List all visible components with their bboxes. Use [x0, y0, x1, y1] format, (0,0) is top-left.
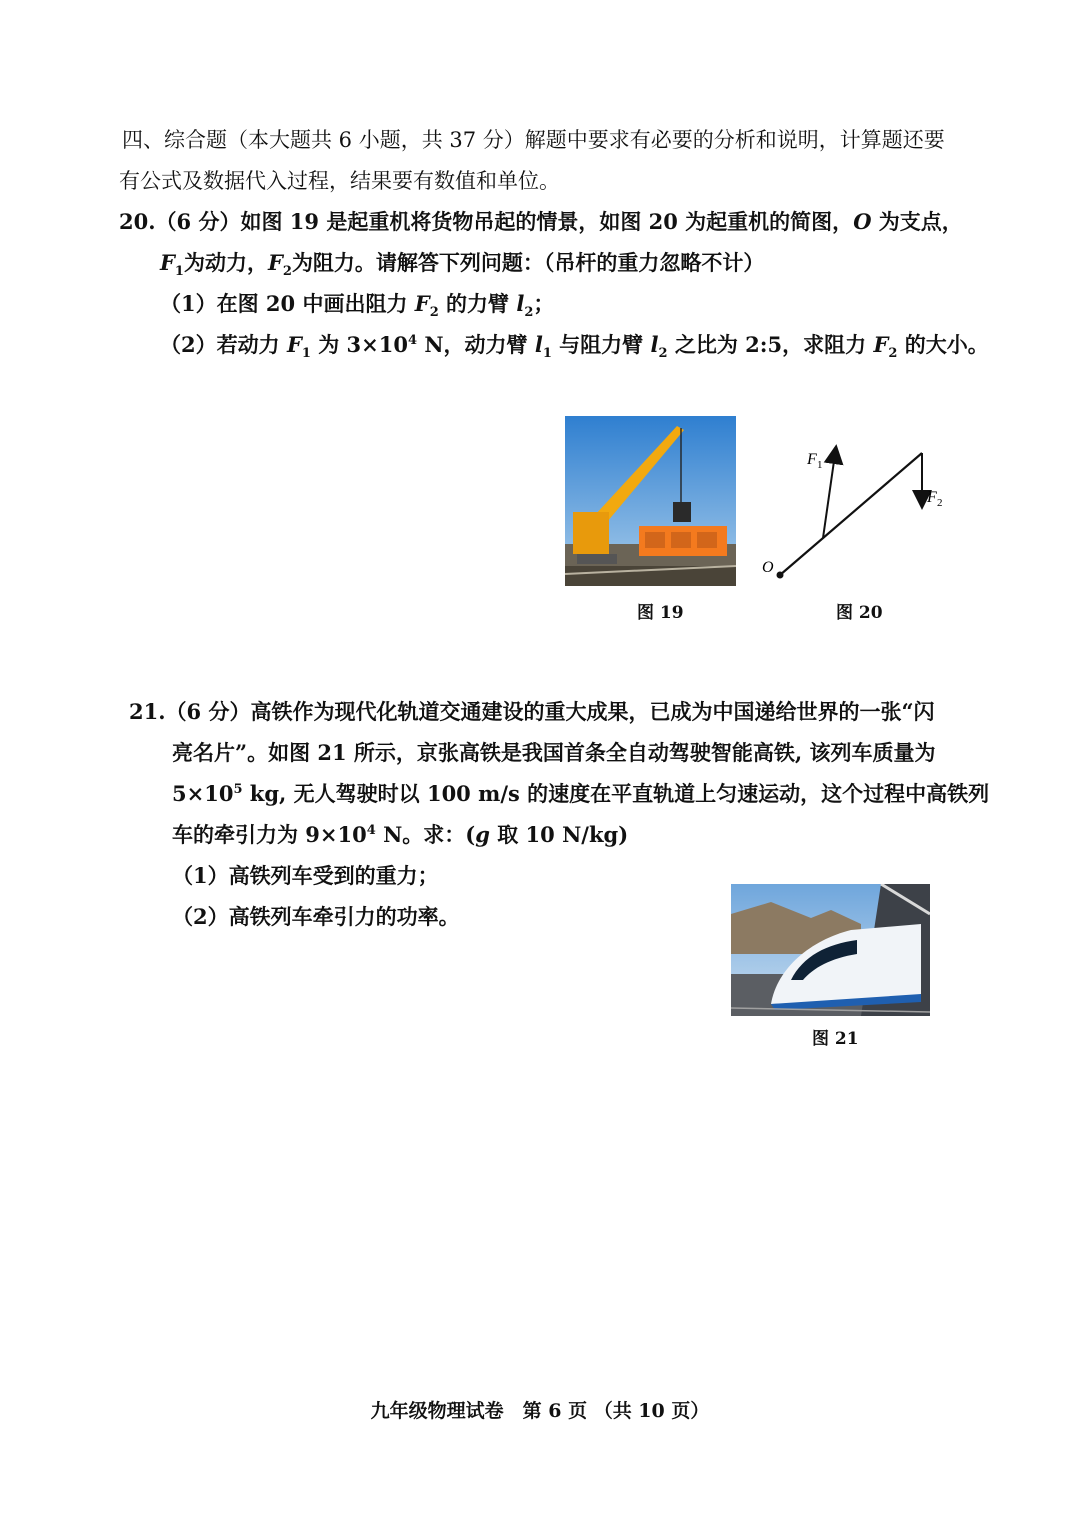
q20-text: ； [533, 291, 555, 316]
q20-text: N，动力臂 [417, 332, 535, 357]
exponent: 4 [366, 823, 376, 838]
q21-text: 车的牵引力为 9×10 [172, 822, 367, 847]
page-footer: 九年级物理试卷 第 6 页 （共 10 页） [370, 1400, 710, 1422]
train-photo [731, 884, 930, 1016]
pivot-label-O [762, 559, 774, 576]
arm-symbol: l [534, 332, 543, 357]
force-symbol: F [267, 250, 283, 275]
subscript: 2 [282, 264, 292, 280]
q21-number: 21. [129, 699, 166, 724]
svg-text:1: 1 [817, 459, 823, 471]
crane-photo [565, 416, 736, 586]
q21-line-1 [129, 698, 935, 726]
svg-text:O: O [762, 559, 774, 576]
arm-symbol: l [650, 332, 659, 357]
q20-text: 之比为 2:5，求阻力 [667, 332, 874, 357]
q20-score: （6 分） [155, 209, 241, 234]
svg-text:F: F [927, 489, 937, 506]
q21-part-2: （2）高铁列车牵引力的功率。 [172, 904, 460, 929]
svg-text:F: F [807, 451, 817, 468]
q21-part-1: （1）高铁列车受到的重力； [172, 863, 439, 888]
subscript: 2 [429, 305, 439, 321]
q20-number: 20. [119, 209, 156, 234]
force-label-F2 [926, 489, 943, 509]
gravity-symbol: g [475, 822, 490, 847]
q21-line-4 [172, 821, 628, 849]
exponent: 5 [233, 782, 243, 797]
subscript: 2 [658, 346, 668, 362]
force-symbol: F [414, 291, 430, 316]
section-header-line-1: 四、综合题（本大题共 6 小题，共 37 分）解题中要求有必要的分析和说明，计算题还要 [122, 128, 945, 152]
pivot-symbol: O [853, 209, 872, 234]
q20-text: 为 3×10 [310, 332, 408, 357]
q20-text: （1）在图 20 中画出阻力 [160, 291, 415, 316]
q21-text: N。求：( [375, 822, 476, 847]
q21-text: 高铁作为现代化轨道交通建设的重大成果，已成为中国递给世界的一张“闪 [250, 699, 935, 724]
arm-symbol: l [516, 291, 525, 316]
force-symbol: F [286, 332, 302, 357]
figure-19-caption: 图 19 [637, 603, 684, 623]
q20-text: 与阻力臂 [551, 332, 651, 357]
exponent: 4 [407, 333, 418, 348]
svg-text:2: 2 [937, 497, 943, 509]
subscript: 2 [524, 305, 534, 321]
figure-20-caption: 图 20 [836, 603, 883, 623]
subscript: 1 [174, 264, 184, 280]
q21-text: 5×10 [172, 781, 234, 806]
q20-text: （2）若动力 [160, 332, 287, 357]
section-header-line-2: 有公式及数据代入过程，结果要有数值和单位。 [119, 169, 560, 193]
subscript: 2 [888, 346, 898, 362]
force-label-F1 [806, 451, 823, 471]
force-symbol: F [160, 250, 175, 275]
q20-part-1 [160, 290, 555, 321]
force-symbol: F [873, 332, 889, 357]
q20-text: 如图 19 是起重机将货物吊起的情景，如图 20 为起重机的简图， [240, 209, 854, 234]
q21-line-2: 亮名片”。如图 21 所示，京张高铁是我国首条全自动驾驶智能高铁, 该列车质量为 [172, 740, 936, 765]
q20-text: 为动力， [183, 250, 268, 275]
lever-diagram [755, 440, 955, 590]
subscript: 1 [301, 346, 311, 362]
q20-text: 的力臂 [438, 291, 517, 316]
q20-text: 为阻力。请解答下列问题：（吊杆的重力忽略不计） [291, 250, 765, 275]
q20-text: 为支点， [871, 209, 963, 234]
q21-line-3 [172, 780, 989, 808]
q21-score: （6 分） [165, 699, 251, 724]
q21-text: kg, 无人驾驶时以 100 m/s 的速度在平直轨道上匀速运动，这个过程中高铁列 [242, 781, 990, 806]
q21-text: 取 10 N/kg) [489, 822, 629, 847]
q20-line-1 [119, 208, 963, 236]
q20-part-2 [160, 331, 989, 362]
q20-text: 的大小。 [897, 332, 989, 357]
q20-line-2 [160, 249, 765, 280]
subscript: 1 [542, 346, 552, 362]
figure-21-caption: 图 21 [812, 1029, 859, 1049]
